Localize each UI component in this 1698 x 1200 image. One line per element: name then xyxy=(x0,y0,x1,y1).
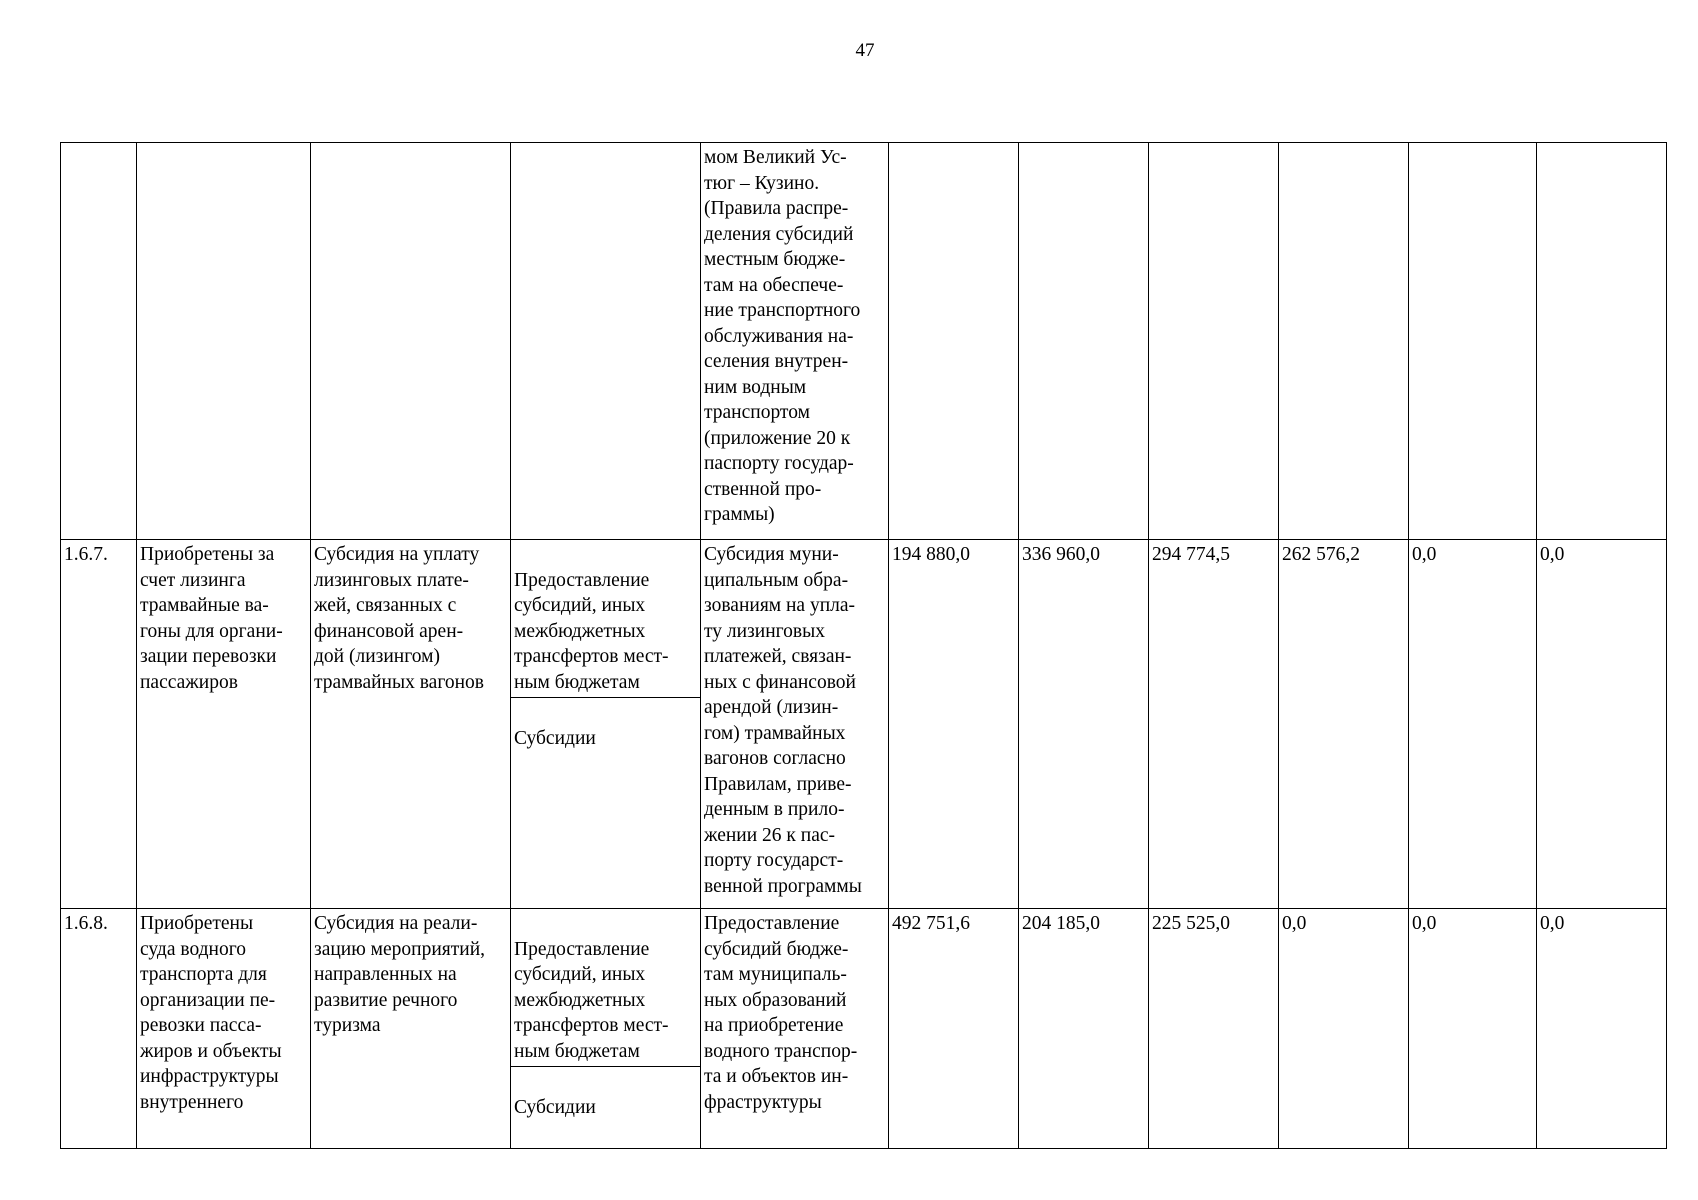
cell-value-6: 0,0 xyxy=(1537,540,1667,909)
cell-value-6: 0,0 xyxy=(1537,909,1667,1149)
cell-purpose: Субсидия муни- ципальным обра- зованиям на упла- ту лизинговых платежей, связан- ных с финансовой арендой (лизин- гом) трамвайных вагонов согласно Правилам, приве- денным в прило- жении 26 к пас- порту государст- венной программы xyxy=(701,540,889,909)
cell-value-2: 204 185,0 xyxy=(1019,909,1149,1149)
cell-num xyxy=(61,143,137,540)
cell-value-4: 0,0 xyxy=(1279,909,1409,1149)
cell-num: 1.6.8. xyxy=(61,909,137,1149)
cell-type-main: Предоставление субсидий, иных межбюджетных трансфертов мест- ным бюджетам xyxy=(511,566,700,699)
cell-value-1: 194 880,0 xyxy=(889,540,1019,909)
cell-name: Субсидия на реали- зацию мероприятий, направленных на развитие речного туризма xyxy=(311,909,511,1149)
cell-type xyxy=(511,909,701,1149)
cell-value-5: 0,0 xyxy=(1409,540,1537,909)
page-number: 47 xyxy=(855,40,875,61)
program-activities-table xyxy=(60,142,1667,1149)
cell-num: 1.6.7. xyxy=(61,540,137,909)
table-row-1-6-7 xyxy=(61,540,1667,909)
cell-result xyxy=(137,143,311,540)
cell-value-2 xyxy=(1019,143,1149,540)
cell-purpose: мом Великий Ус- тюг – Кузино. (Правила распре- деления субсидий местным бюдже- там на обеспече- ние транспортного обслуживания на- селения внутрен- ним водным транспортом (приложение 20 к паспорту государ- ственной про- граммы) xyxy=(701,143,889,540)
cell-value-1: 492 751,6 xyxy=(889,909,1019,1149)
cell-type-sub: Субсидии xyxy=(514,727,596,749)
cell-value-5 xyxy=(1409,143,1537,540)
cell-result: Приобретены суда водного транспорта для организации пе- ревозки пасса- жиров и объекты инфраструктуры внутреннего xyxy=(137,909,311,1149)
cell-value-6 xyxy=(1537,143,1667,540)
cell-result: Приобретены за счет лизинга трамвайные ва- гоны для органи- зации перевозки пассажиров xyxy=(137,540,311,909)
table-row-1-6-8 xyxy=(61,909,1667,1149)
cell-type xyxy=(511,143,701,540)
cell-type xyxy=(511,540,701,909)
cell-value-1 xyxy=(889,143,1019,540)
cell-value-3 xyxy=(1149,143,1279,540)
table-row-continuation xyxy=(61,143,1667,540)
cell-value-4 xyxy=(1279,143,1409,540)
cell-value-5: 0,0 xyxy=(1409,909,1537,1149)
cell-type-main: Предоставление субсидий, иных межбюджетных трансфертов мест- ным бюджетам xyxy=(511,935,700,1068)
cell-value-3: 294 774,5 xyxy=(1149,540,1279,909)
cell-type-sub: Субсидии xyxy=(514,1096,596,1118)
cell-name: Субсидия на уплату лизинговых плате- жей, связанных с финансовой арен- дой (лизингом) трамвайных вагонов xyxy=(311,540,511,909)
cell-value-2: 336 960,0 xyxy=(1019,540,1149,909)
cell-name xyxy=(311,143,511,540)
cell-purpose: Предоставление субсидий бюдже- там муниципаль- ных образований на приобретение водного транспор- та и объектов ин- фраструктуры xyxy=(701,909,889,1149)
cell-value-3: 225 525,0 xyxy=(1149,909,1279,1149)
cell-value-4: 262 576,2 xyxy=(1279,540,1409,909)
